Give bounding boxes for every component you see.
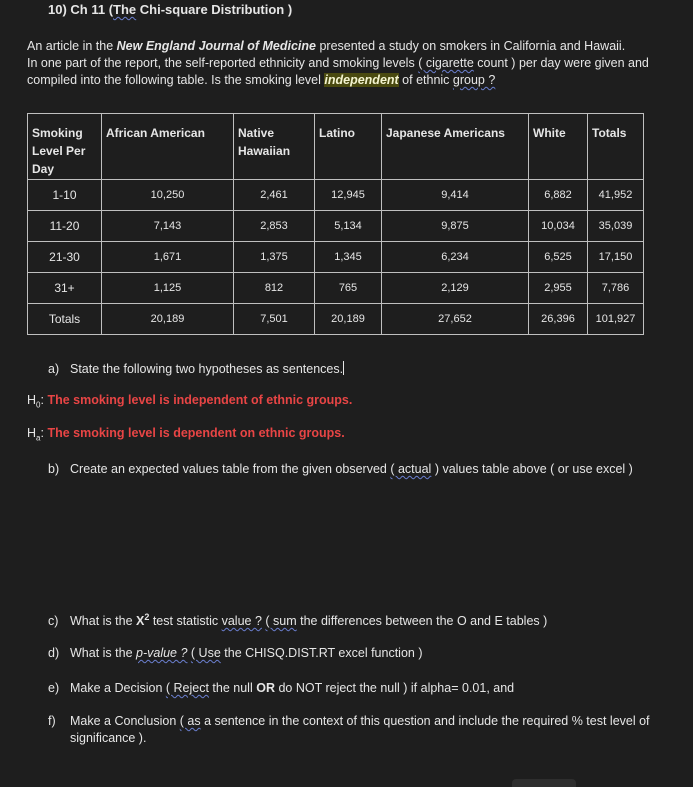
table-header-cell: African American (102, 114, 234, 180)
table-cell: 1-10 (28, 180, 102, 211)
table-cell: 1,345 (315, 242, 382, 273)
scroll-tab (512, 779, 576, 787)
question-f: f) Make a Conclusion ( as a sentence in the context of this question and include the required % test level of significance ). (48, 714, 650, 745)
table-cell: 1,125 (102, 273, 234, 304)
table-cell: 35,039 (588, 211, 644, 242)
table-header-cell: White (529, 114, 588, 180)
observed-values-table (27, 113, 644, 335)
table-cell: 11-20 (28, 211, 102, 242)
table-cell: 20,189 (102, 304, 234, 335)
text-cursor (343, 361, 344, 375)
table-cell: 6,525 (529, 242, 588, 273)
table-cell: 26,396 (529, 304, 588, 335)
table-cell: 101,927 (588, 304, 644, 335)
table-cell: 6,882 (529, 180, 588, 211)
table-cell: 41,952 (588, 180, 644, 211)
table-cell: 9,875 (382, 211, 529, 242)
table-header-cell: Native Hawaiian (234, 114, 315, 180)
alternative-hypothesis: $H_a$: The smoking level is dependent on ethnic groups. (27, 426, 345, 443)
table-header-row (28, 114, 644, 180)
table-cell: 765 (315, 273, 382, 304)
table-cell: 2,853 (234, 211, 315, 242)
table-row (28, 180, 644, 211)
table-cell: 9,414 (382, 180, 529, 211)
table-cell: 6,234 (382, 242, 529, 273)
question-b: b) Create an expected values table from the given observed ( actual ) values table above ( or use excel ) (48, 462, 633, 476)
problem-title: 10) Ch 11 (The Chi-square Distribution ) (48, 2, 293, 17)
table-cell: 7,501 (234, 304, 315, 335)
table-cell: 21-30 (28, 242, 102, 273)
problem-intro: An article in the New England Journal of Medicine presented a study on smokers in California and Hawaii. In one part of the report, the self-reported ethnicity and smoking levels ( cigarette count ) per day were given and compiled into the following table. Is the smoking level independent of ethnic group ? (27, 39, 649, 87)
table-cell: 1,375 (234, 242, 315, 273)
table-cell: 5,134 (315, 211, 382, 242)
null-hypothesis: $H_0$: The smoking level is independent of ethnic groups. (27, 393, 353, 410)
table-header-cell: Smoking Level Per Day (28, 114, 102, 180)
table-row (28, 273, 644, 304)
table-cell: 2,129 (382, 273, 529, 304)
table-cell: 10,034 (529, 211, 588, 242)
table-cell: 17,150 (588, 242, 644, 273)
table-cell: 20,189 (315, 304, 382, 335)
table-header-cell: Japanese Americans (382, 114, 529, 180)
question-a[interactable]: a) State the following two hypotheses as sentences. (48, 362, 344, 376)
table-header-cell: Latino (315, 114, 382, 180)
table-header-cell: Totals (588, 114, 644, 180)
table-row (28, 211, 644, 242)
table-cell: 812 (234, 273, 315, 304)
table-cell: 10,250 (102, 180, 234, 211)
table-row-totals (28, 304, 644, 335)
table-cell: Totals (28, 304, 102, 335)
table-cell: 12,945 (315, 180, 382, 211)
table-cell: 2,461 (234, 180, 315, 211)
table-cell: 31+ (28, 273, 102, 304)
question-c: c) What is the $X^2$ test statistic value ? ( sum the differences between the O and E tables ) (48, 612, 548, 629)
table-row (28, 242, 644, 273)
table-cell: 7,786 (588, 273, 644, 304)
table-cell: 27,652 (382, 304, 529, 335)
table-cell: 2,955 (529, 273, 588, 304)
question-e: e) Make a Decision ( Reject the null OR do NOT reject the null ) if alpha= 0.01, and (48, 681, 515, 695)
question-d: d) What is the p-value ? ( Use the CHISQ.DIST.RT excel function ) (48, 646, 423, 660)
table-cell: 1,671 (102, 242, 234, 273)
table-cell: 7,143 (102, 211, 234, 242)
